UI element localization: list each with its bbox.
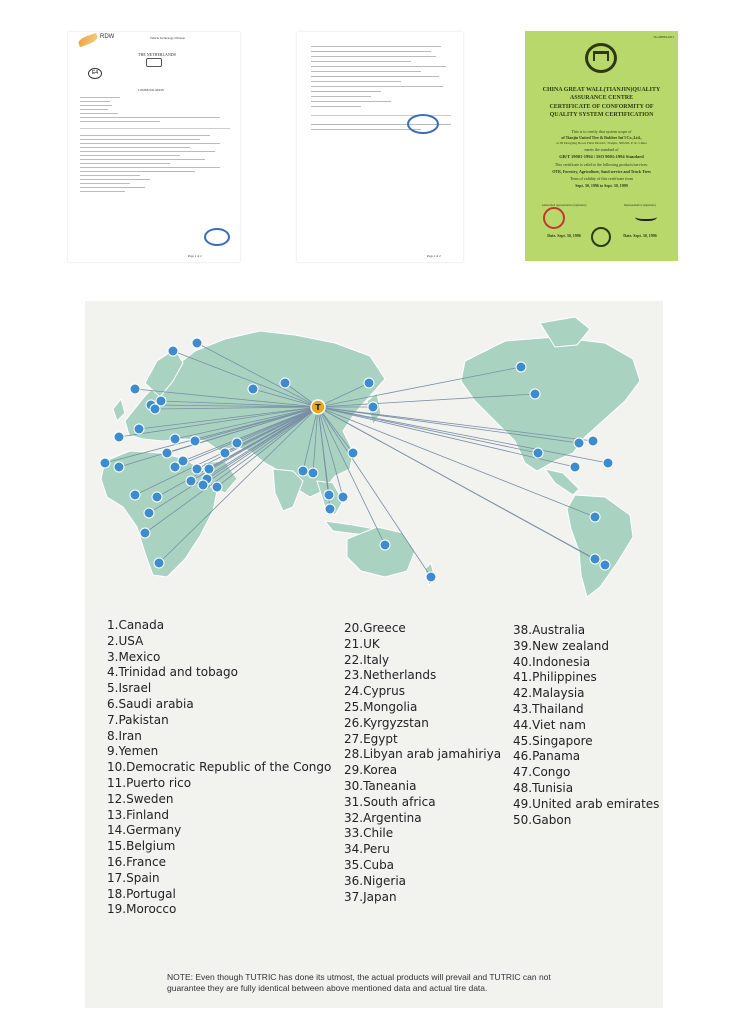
country-item: 24.Cyprus: [344, 684, 405, 699]
country-item: 23.Netherlands: [344, 668, 437, 683]
country-marker: [130, 384, 140, 394]
rdw-country: THE NETHERLANDS: [138, 52, 176, 57]
country-marker: [204, 464, 214, 474]
country-item: 8.Iran: [107, 728, 142, 743]
country-item: 20.Greece: [344, 621, 406, 635]
country-item: 14.Germany: [107, 823, 182, 838]
country-item: 32.Argentina: [344, 810, 422, 825]
crest-icon: [146, 58, 162, 67]
country-marker: [590, 554, 600, 564]
uk-land: [113, 399, 125, 421]
country-marker: [603, 458, 613, 468]
country-marker: [348, 448, 358, 458]
country-item: 45.Singapore: [513, 733, 593, 748]
cert-standard: GB/T 19001-1994 / ISO 9001:1994 Standard: [559, 154, 644, 159]
country-item: 36.Nigeria: [344, 873, 407, 888]
country-item: 41.Philippines: [513, 670, 597, 685]
country-item: 50.Gabon: [513, 812, 572, 827]
rdw-certificate-page-1: [68, 32, 240, 262]
quality-system-certificate: [525, 31, 678, 261]
country-marker: [298, 466, 308, 476]
country-marker: [533, 448, 543, 458]
country-marker: [152, 492, 162, 502]
cert-body-line4: meets the standard of: [584, 147, 619, 152]
country-item: 33.Chile: [344, 826, 394, 841]
australia-land: [347, 527, 415, 577]
country-item: 25.Mongolia: [344, 699, 418, 714]
red-seal-icon: [543, 207, 565, 229]
cert-validity-label: Term of validity of this certificate from: [570, 176, 633, 181]
country-item: 26.Kyrgyzstan: [344, 715, 429, 730]
country-marker: [426, 572, 436, 582]
country-marker: [190, 436, 200, 446]
country-item: 43.Thailand: [513, 701, 584, 716]
cert-title-line1: CERTIFICATE OF CONFORMITY OF: [549, 104, 654, 110]
country-item: 21.UK: [344, 636, 380, 651]
country-list-col2: [344, 621, 501, 905]
country-marker: [168, 346, 178, 356]
country-marker: [192, 464, 202, 474]
hub-marker: [311, 400, 325, 414]
country-marker: [325, 504, 335, 514]
country-marker: [364, 378, 374, 388]
country-item: 40.Indonesia: [513, 654, 591, 669]
country-marker: [144, 508, 154, 518]
country-marker: [588, 436, 598, 446]
south-america-land: [567, 495, 633, 597]
country-item: 2.USA: [107, 633, 144, 648]
country-item: 34.Peru: [344, 842, 390, 857]
world-export-map: [85, 301, 663, 601]
country-item: 35.Cuba: [344, 857, 395, 872]
country-item: 44.Viet nam: [513, 717, 586, 732]
country-marker: [170, 434, 180, 444]
country-item: 9.Yemen: [107, 744, 159, 759]
note-line2: guarantee they are fully identical between above mentioned data and actual tire data.: [167, 983, 488, 993]
hub-label: T: [315, 403, 321, 412]
country-item: 12.Sweden: [107, 791, 174, 806]
disclaimer-note: [167, 972, 607, 994]
country-marker: [530, 389, 540, 399]
country-marker: [150, 404, 160, 414]
country-item: 7.Pakistan: [107, 712, 169, 727]
country-item: 30.Taneania: [344, 778, 417, 793]
country-list-col1: [107, 618, 331, 918]
country-item: 16.France: [107, 854, 166, 869]
country-marker: [574, 438, 584, 448]
country-item: 4.Trinidad and tobago: [107, 665, 238, 680]
country-item: 10.Democratic Republic of the Congo: [107, 760, 332, 775]
cert-body-line3: at 38 Dongting Road, Hexi District, Tianjin, 300220, P. R. China: [556, 141, 647, 145]
country-marker: [220, 448, 230, 458]
rdw2-page-number: Page 2 of 2: [427, 254, 441, 258]
country-item: 46.Panama: [513, 749, 581, 764]
country-marker: [140, 528, 150, 538]
country-item: 13.Finland: [107, 807, 169, 822]
country-item: 17.Spain: [107, 870, 160, 885]
rdw-certificate-page-2: [297, 32, 463, 262]
country-marker: [324, 490, 334, 500]
rdw2-stamp-icon: [407, 114, 439, 134]
rdw-text-lines: [80, 94, 230, 195]
e4-mark: E4: [88, 68, 102, 79]
cert-body-line5: This certificate is valid to the following products/services:: [554, 162, 649, 167]
country-marker: [154, 558, 164, 568]
cert-products: OTR, Forestry, Agriculture, Sand service and Truck Tires: [552, 169, 651, 174]
country-item: 48.Tunisia: [513, 780, 574, 795]
cert-title-line2: QUALITY SYSTEM CERTIFICATION: [549, 112, 654, 118]
country-item: 42.Malaysia: [513, 686, 585, 701]
cert-bottom-emblem-icon: [591, 227, 611, 247]
country-marker: [368, 402, 378, 412]
north-america-land: [461, 337, 640, 471]
country-item: 5.Israel: [107, 681, 152, 696]
feather-logo-icon: [77, 33, 99, 47]
country-list-col3: [513, 623, 659, 828]
cert-sig-right: Representative (signature): [624, 203, 656, 207]
cert-org-line1: CHINA GREAT WALL(TIANJIN)QUALITY: [542, 87, 661, 93]
country-item: 3.Mexico: [107, 649, 161, 664]
world-map-export-page: [85, 301, 663, 1008]
country-item: 38.Australia: [513, 623, 586, 637]
country-marker: [114, 462, 124, 472]
country-item: 31.South africa: [344, 794, 436, 809]
country-marker: [186, 476, 196, 486]
country-marker: [170, 462, 180, 472]
cert-date-right: Date. Sept. 30, 1996: [623, 233, 657, 238]
country-marker: [114, 432, 124, 442]
cert-body-line2: of Tianjin United Tire & Rubber Int'l Co.,Ltd.,: [561, 135, 642, 140]
cert-body-line1: This is to certify that system scope of: [571, 129, 632, 134]
country-item: 49.United arab emirates: [513, 796, 660, 811]
country-marker: [198, 480, 208, 490]
country-marker: [338, 492, 348, 502]
rdw-page-number: Page 1 of 2: [188, 254, 202, 258]
rdw-header-small: Vehicle Technology Division: [150, 36, 185, 40]
country-marker: [212, 482, 222, 492]
country-marker: [280, 378, 290, 388]
country-marker: [162, 448, 172, 458]
country-item: 18.Portugal: [107, 886, 176, 901]
cert-org-line2: ASSURANCE CENTRE: [569, 95, 634, 101]
signature-icon: [635, 211, 657, 221]
country-marker: [100, 458, 110, 468]
country-item: 47.Congo: [513, 765, 571, 780]
great-wall-emblem-inner: [593, 51, 609, 61]
country-item: 11.Puerto rico: [107, 775, 192, 790]
country-item: 19.Morocco: [107, 902, 177, 917]
rdw-brand: RDW: [100, 34, 115, 40]
country-item: 39.New zealand: [513, 638, 610, 653]
note-line1: NOTE: Even though TUTRIC has done its utmost, the actual products will prevail and TUTRIC can not: [167, 972, 551, 982]
rdw-stamp-icon: [204, 228, 230, 246]
country-item: 22.Italy: [344, 652, 390, 667]
country-marker: [192, 338, 202, 348]
country-item: 1.Canada: [107, 618, 165, 632]
country-item: 28.Libyan arab jamahiriya: [344, 747, 502, 762]
country-marker: [570, 462, 580, 472]
country-item: 15.Belgium: [107, 839, 176, 854]
country-item: 29.Korea: [344, 763, 398, 778]
cert-validity: Sept. 30, 1996 to Sept. 30, 1999: [575, 183, 628, 188]
country-marker: [590, 512, 600, 522]
country-marker: [600, 560, 610, 570]
country-marker: [308, 468, 318, 478]
country-marker: [516, 362, 526, 372]
country-marker: [134, 424, 144, 434]
country-marker: [248, 384, 258, 394]
country-marker: [380, 540, 390, 550]
country-item: 27.Egypt: [344, 731, 398, 746]
rdw-section-label: COMMUNICATION: [138, 88, 164, 92]
cert-number: No.0886L0/01: [653, 35, 674, 39]
country-item: 6.Saudi arabia: [107, 696, 194, 711]
country-marker: [232, 438, 242, 448]
cert-date-left: Date. Sept. 30, 1996: [547, 233, 581, 238]
central-america-land: [545, 469, 579, 495]
cert-sig-left: Authorized representative (signature): [541, 203, 587, 207]
country-item: 37.Japan: [344, 889, 397, 904]
country-marker: [130, 490, 140, 500]
